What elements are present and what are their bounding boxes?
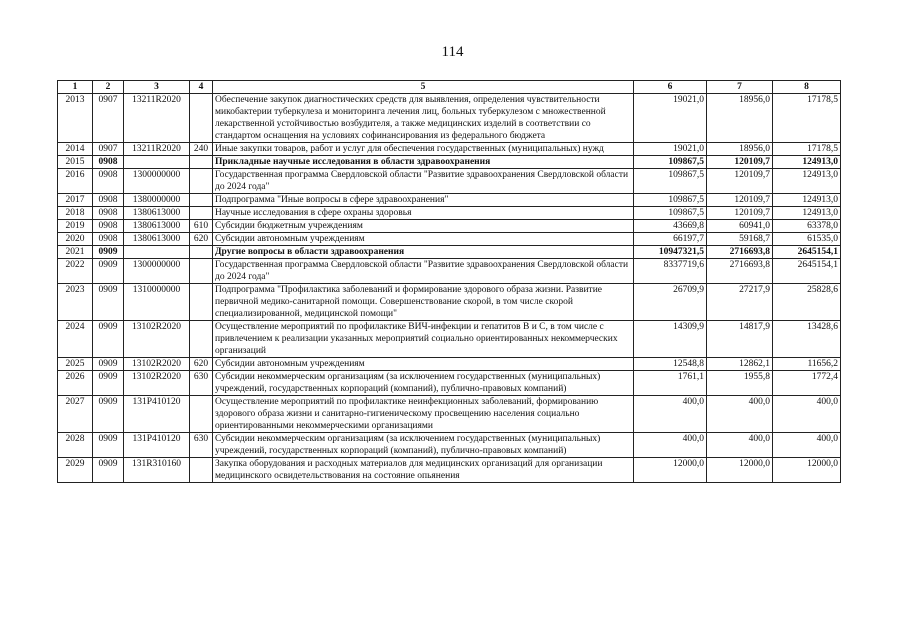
amount-col6-cell: 19021,0 bbox=[634, 94, 707, 143]
table-row bbox=[58, 143, 841, 156]
row-number-cell: 2022 bbox=[58, 259, 93, 284]
row-number-cell: 2027 bbox=[58, 396, 93, 433]
expense-type-cell: 610 bbox=[190, 220, 213, 233]
row-number-cell: 2015 bbox=[58, 156, 93, 169]
expense-type-cell: 240 bbox=[190, 143, 213, 156]
column-header: 5 bbox=[213, 81, 634, 94]
column-header: 3 bbox=[124, 81, 190, 94]
amount-col6-cell: 400,0 bbox=[634, 433, 707, 458]
table-row bbox=[58, 169, 841, 194]
amount-col8-cell: 124913,0 bbox=[773, 156, 841, 169]
section-code-cell: 0908 bbox=[93, 233, 124, 246]
row-number-cell: 2028 bbox=[58, 433, 93, 458]
description-cell: Закупка оборудования и расходных материалов для медицинских организаций для организации медицинского освидетельствования на состояние опьянения bbox=[213, 458, 634, 483]
amount-col8-cell: 124913,0 bbox=[773, 169, 841, 194]
expense-type-cell: 620 bbox=[190, 233, 213, 246]
amount-col7-cell: 14817,9 bbox=[707, 321, 773, 358]
description-cell: Субсидии автономным учреждениям bbox=[213, 233, 634, 246]
row-number-cell: 2021 bbox=[58, 246, 93, 259]
description-cell: Подпрограмма "Профилактика заболеваний и формирование здорового образа жизни. Развитие первичной медико-санитарной помощи. Совершенствование скорой, в том числе скорой специализированной, медицинской помощи" bbox=[213, 284, 634, 321]
amount-col6-cell: 109867,5 bbox=[634, 169, 707, 194]
section-code-cell: 0909 bbox=[93, 396, 124, 433]
amount-col6-cell: 8337719,6 bbox=[634, 259, 707, 284]
expense-type-cell: 630 bbox=[190, 433, 213, 458]
amount-col6-cell: 109867,5 bbox=[634, 194, 707, 207]
section-code-cell: 0909 bbox=[93, 259, 124, 284]
row-number-cell: 2029 bbox=[58, 458, 93, 483]
amount-col8-cell: 1772,4 bbox=[773, 371, 841, 396]
amount-col8-cell: 400,0 bbox=[773, 396, 841, 433]
table-row bbox=[58, 433, 841, 458]
target-article-cell: 1310000000 bbox=[124, 284, 190, 321]
target-article-cell: 131P410120 bbox=[124, 433, 190, 458]
section-code-cell: 0909 bbox=[93, 371, 124, 396]
table-row bbox=[58, 194, 841, 207]
amount-col8-cell: 2645154,1 bbox=[773, 246, 841, 259]
row-number-cell: 2020 bbox=[58, 233, 93, 246]
amount-col6-cell: 1761,1 bbox=[634, 371, 707, 396]
row-number-cell: 2023 bbox=[58, 284, 93, 321]
amount-col8-cell: 61535,0 bbox=[773, 233, 841, 246]
section-code-cell: 0908 bbox=[93, 169, 124, 194]
amount-col7-cell: 2716693,8 bbox=[707, 259, 773, 284]
column-header: 8 bbox=[773, 81, 841, 94]
target-article-cell: 13102R2020 bbox=[124, 321, 190, 358]
expense-type-cell bbox=[190, 259, 213, 284]
amount-col7-cell: 120109,7 bbox=[707, 207, 773, 220]
section-code-cell: 0909 bbox=[93, 358, 124, 371]
amount-col6-cell: 43669,8 bbox=[634, 220, 707, 233]
amount-col7-cell: 12862,1 bbox=[707, 358, 773, 371]
amount-col8-cell: 17178,5 bbox=[773, 94, 841, 143]
expense-type-cell bbox=[190, 194, 213, 207]
expense-type-cell bbox=[190, 396, 213, 433]
table-row bbox=[58, 396, 841, 433]
row-number-cell: 2013 bbox=[58, 94, 93, 143]
target-article-cell: 13211R2020 bbox=[124, 94, 190, 143]
amount-col8-cell: 400,0 bbox=[773, 433, 841, 458]
amount-col8-cell: 124913,0 bbox=[773, 194, 841, 207]
expense-type-cell bbox=[190, 156, 213, 169]
amount-col6-cell: 19021,0 bbox=[634, 143, 707, 156]
row-number-cell: 2026 bbox=[58, 371, 93, 396]
amount-col7-cell: 400,0 bbox=[707, 433, 773, 458]
amount-col8-cell: 17178,5 bbox=[773, 143, 841, 156]
section-code-cell: 0907 bbox=[93, 94, 124, 143]
amount-col7-cell: 27217,9 bbox=[707, 284, 773, 321]
section-code-cell: 0909 bbox=[93, 246, 124, 259]
target-article-cell bbox=[124, 156, 190, 169]
amount-col8-cell: 12000,0 bbox=[773, 458, 841, 483]
section-code-cell: 0908 bbox=[93, 207, 124, 220]
amount-col7-cell: 120109,7 bbox=[707, 194, 773, 207]
amount-col7-cell: 1955,8 bbox=[707, 371, 773, 396]
description-cell: Другие вопросы в области здравоохранения bbox=[213, 246, 634, 259]
section-code-cell: 0908 bbox=[93, 156, 124, 169]
expense-type-cell bbox=[190, 207, 213, 220]
amount-col7-cell: 18956,0 bbox=[707, 143, 773, 156]
description-cell: Субсидии бюджетным учреждениям bbox=[213, 220, 634, 233]
description-cell: Государственная программа Свердловской области "Развитие здравоохранения Свердловской области до 2024 года" bbox=[213, 259, 634, 284]
expense-type-cell: 620 bbox=[190, 358, 213, 371]
target-article-cell: 131P410120 bbox=[124, 396, 190, 433]
description-cell: Иные закупки товаров, работ и услуг для обеспечения государственных (муниципальных) нужд bbox=[213, 143, 634, 156]
amount-col7-cell: 60941,0 bbox=[707, 220, 773, 233]
section-code-cell: 0909 bbox=[93, 458, 124, 483]
target-article-cell bbox=[124, 246, 190, 259]
amount-col6-cell: 26709,9 bbox=[634, 284, 707, 321]
row-number-cell: 2017 bbox=[58, 194, 93, 207]
page-number: 114 bbox=[441, 44, 464, 60]
amount-col7-cell: 400,0 bbox=[707, 396, 773, 433]
table-row bbox=[58, 246, 841, 259]
table-row bbox=[58, 233, 841, 246]
expense-type-cell bbox=[190, 94, 213, 143]
description-cell: Государственная программа Свердловской области "Развитие здравоохранения Свердловской области до 2024 года" bbox=[213, 169, 634, 194]
amount-col7-cell: 2716693,8 bbox=[707, 246, 773, 259]
expense-type-cell bbox=[190, 169, 213, 194]
description-cell: Субсидии автономным учреждениям bbox=[213, 358, 634, 371]
budget-table bbox=[57, 80, 841, 483]
target-article-cell: 13102R2020 bbox=[124, 371, 190, 396]
column-header: 1 bbox=[58, 81, 93, 94]
table-row bbox=[58, 284, 841, 321]
column-header: 2 bbox=[93, 81, 124, 94]
row-number-cell: 2014 bbox=[58, 143, 93, 156]
description-cell: Прикладные научные исследования в области здравоохранения bbox=[213, 156, 634, 169]
column-number-row bbox=[58, 81, 841, 94]
table-row bbox=[58, 371, 841, 396]
description-cell: Подпрограмма "Иные вопросы в сфере здравоохранения" bbox=[213, 194, 634, 207]
amount-col6-cell: 10947321,5 bbox=[634, 246, 707, 259]
expense-type-cell bbox=[190, 284, 213, 321]
section-code-cell: 0909 bbox=[93, 321, 124, 358]
expense-type-cell: 630 bbox=[190, 371, 213, 396]
target-article-cell: 13102R2020 bbox=[124, 358, 190, 371]
section-code-cell: 0907 bbox=[93, 143, 124, 156]
target-article-cell: 1300000000 bbox=[124, 259, 190, 284]
row-number-cell: 2016 bbox=[58, 169, 93, 194]
table-row bbox=[58, 220, 841, 233]
target-article-cell: 13211R2020 bbox=[124, 143, 190, 156]
amount-col6-cell: 12000,0 bbox=[634, 458, 707, 483]
target-article-cell: 1380613000 bbox=[124, 220, 190, 233]
table-row bbox=[58, 458, 841, 483]
section-code-cell: 0908 bbox=[93, 194, 124, 207]
table-row bbox=[58, 259, 841, 284]
amount-col8-cell: 13428,6 bbox=[773, 321, 841, 358]
table-row bbox=[58, 94, 841, 143]
amount-col8-cell: 25828,6 bbox=[773, 284, 841, 321]
expense-type-cell bbox=[190, 246, 213, 259]
description-cell: Обеспечение закупок диагностических средств для выявления, определения чувствительности микобактерии туберкулеза и мониторинга лечения лиц, больных туберкулезом с множественной лекарственной устойчивостью возбудителя, а также медицинских изделий в соответствии со стандартом оснащения на условиях софинансирования из федерального бюджета bbox=[213, 94, 634, 143]
target-article-cell: 1380000000 bbox=[124, 194, 190, 207]
expense-type-cell bbox=[190, 458, 213, 483]
amount-col7-cell: 120109,7 bbox=[707, 156, 773, 169]
column-header: 7 bbox=[707, 81, 773, 94]
amount-col6-cell: 66197,7 bbox=[634, 233, 707, 246]
description-cell: Субсидии некоммерческим организациям (за исключением государственных (муниципальных) учреждений, государственных корпораций (компаний), публично-правовых компаний) bbox=[213, 371, 634, 396]
section-code-cell: 0909 bbox=[93, 433, 124, 458]
table-row bbox=[58, 207, 841, 220]
amount-col6-cell: 109867,5 bbox=[634, 156, 707, 169]
target-article-cell: 1380613000 bbox=[124, 207, 190, 220]
target-article-cell: 131R310160 bbox=[124, 458, 190, 483]
column-header: 6 bbox=[634, 81, 707, 94]
description-cell: Субсидии некоммерческим организациям (за исключением государственных (муниципальных) учреждений, государственных корпораций (компаний), публично-правовых компаний) bbox=[213, 433, 634, 458]
table-row bbox=[58, 358, 841, 371]
amount-col6-cell: 400,0 bbox=[634, 396, 707, 433]
description-cell: Осуществление мероприятий по профилактике ВИЧ-инфекции и гепатитов В и С, в том числе с привлечением к реализации указанных мероприятий социально ориентированных некоммерческих организаций bbox=[213, 321, 634, 358]
row-number-cell: 2019 bbox=[58, 220, 93, 233]
row-number-cell: 2025 bbox=[58, 358, 93, 371]
table-row bbox=[58, 156, 841, 169]
amount-col8-cell: 63378,0 bbox=[773, 220, 841, 233]
amount-col6-cell: 14309,9 bbox=[634, 321, 707, 358]
row-number-cell: 2024 bbox=[58, 321, 93, 358]
target-article-cell: 1300000000 bbox=[124, 169, 190, 194]
amount-col7-cell: 18956,0 bbox=[707, 94, 773, 143]
amount-col7-cell: 12000,0 bbox=[707, 458, 773, 483]
expense-type-cell bbox=[190, 321, 213, 358]
amount-col8-cell: 11656,2 bbox=[773, 358, 841, 371]
column-header: 4 bbox=[190, 81, 213, 94]
description-cell: Осуществление мероприятий по профилактике неинфекционных заболеваний, формированию здорового образа жизни и санитарно-гигиеническому просвещению населения социально ориентированными некоммерческими организациями bbox=[213, 396, 634, 433]
row-number-cell: 2018 bbox=[58, 207, 93, 220]
section-code-cell: 0909 bbox=[93, 284, 124, 321]
amount-col8-cell: 124913,0 bbox=[773, 207, 841, 220]
table-row bbox=[58, 321, 841, 358]
amount-col6-cell: 12548,8 bbox=[634, 358, 707, 371]
target-article-cell: 1380613000 bbox=[124, 233, 190, 246]
section-code-cell: 0908 bbox=[93, 220, 124, 233]
amount-col8-cell: 2645154,1 bbox=[773, 259, 841, 284]
amount-col6-cell: 109867,5 bbox=[634, 207, 707, 220]
amount-col7-cell: 120109,7 bbox=[707, 169, 773, 194]
amount-col7-cell: 59168,7 bbox=[707, 233, 773, 246]
description-cell: Научные исследования в сфере охраны здоровья bbox=[213, 207, 634, 220]
